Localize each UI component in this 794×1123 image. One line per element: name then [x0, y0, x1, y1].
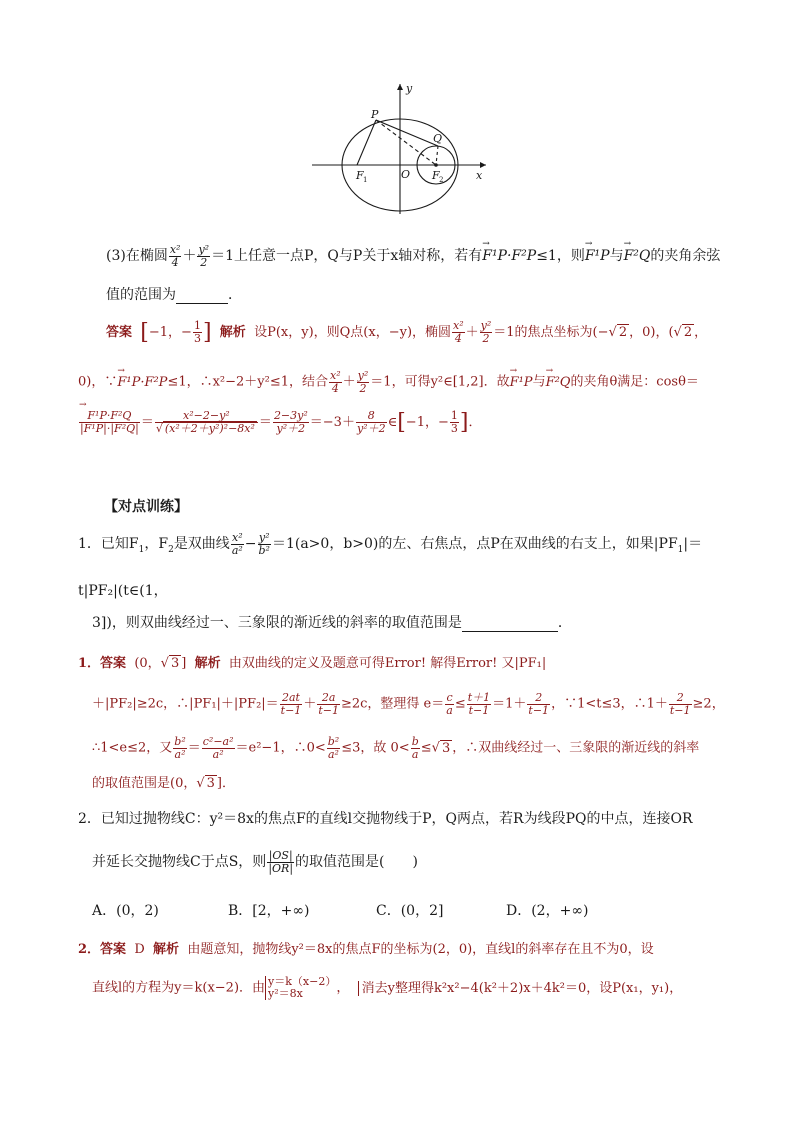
sqrt: 3 — [206, 776, 215, 791]
text: ＝1，可得y²∈[1,2]．故 — [370, 374, 510, 390]
den: y²＋2 — [356, 422, 386, 435]
bracket: [ — [397, 410, 406, 435]
q2-line2 — [92, 850, 418, 874]
option-c[interactable]: C．(0，2] — [376, 903, 444, 919]
text: ，∵1<t≤3，∴1＋ — [551, 696, 668, 712]
num: 2 — [527, 692, 550, 705]
analysis-label: 解析 — [219, 325, 246, 340]
analysis-label: 解析 — [153, 942, 180, 957]
label-q: Q — [433, 132, 443, 145]
den: 4 — [454, 332, 462, 345]
q1-line1: 1．已知$F_1$，$F_2$是双曲线 $\frac{\text{x²}}{\text{a²}}$ − $\frac{\text{y²}}{\text{b²}}$ ＝1(a>0，b>0)的左、右焦点，点P在双曲线的右支上，如果$|PF_1|=$ — [78, 531, 703, 557]
text: 直线l的方程为y＝k(x−2)．由 — [92, 980, 266, 996]
fraction-2-t — [669, 692, 692, 716]
answer-blank — [462, 615, 558, 632]
text: 的取值范围是( ) — [295, 854, 418, 871]
num: c²−a² — [202, 735, 234, 748]
den: a² — [231, 543, 243, 557]
text: ≥2， — [692, 696, 725, 712]
sys-eq2: y²＝8x — [268, 987, 303, 1001]
den: 3 — [450, 422, 458, 435]
answer-blank — [176, 287, 228, 304]
text: ＝1(a>0，b>0)的左、右焦点，点P在双曲线的右支上，如果|PF — [271, 536, 678, 553]
text: ＝1＋ — [492, 696, 527, 712]
equation-system — [265, 976, 336, 1000]
text: 由题意知，抛物线y²＝8x的焦点F的坐标为(2，0)，直线l的斜率存在且不为0，设 — [187, 942, 654, 957]
a2-line2 — [92, 976, 682, 1000]
a2-line1 — [78, 938, 654, 957]
text: 由双曲线的定义及题意可得Error! 解得Error! 又|PF₁| — [228, 656, 547, 671]
text: ≤1，∴x²−2＋y²≤1，结合 — [167, 374, 329, 390]
num: 1 — [450, 409, 458, 423]
label-f2: F — [432, 169, 440, 182]
text: ∴1<e≤2，又 — [92, 740, 173, 756]
text: ≤1，则 — [536, 248, 585, 265]
text: ＋ — [303, 696, 317, 712]
num: x² — [169, 243, 181, 256]
label-x: x — [476, 169, 483, 182]
fraction-y2-2 — [357, 370, 370, 394]
num: t＋1 — [467, 691, 491, 704]
fraction-expr2 — [273, 410, 309, 434]
answer-label: 答案 — [100, 656, 127, 671]
num: x²−2−y² — [155, 410, 258, 423]
text: 与 — [609, 248, 624, 265]
bracket: ] — [202, 320, 212, 345]
text: ] — [181, 656, 187, 671]
q2-line1: 2．已知过抛物线C：y²＝8x的焦点F的直线l交抛物线于P，Q两点，若R为线段PQ的中点，连接OR — [78, 811, 693, 827]
fraction-y2-2 — [197, 244, 210, 268]
fraction-os-or — [267, 850, 294, 874]
x-axis-arrow — [480, 162, 486, 168]
segment-qf2-dashed — [436, 146, 438, 165]
num: x² — [330, 369, 341, 382]
den: |OR| — [268, 861, 294, 875]
den: 4 — [171, 255, 179, 269]
den: √ (x²＋2＋y²)²−8x² — [155, 422, 255, 435]
text: ． — [468, 415, 482, 430]
den: t−1 — [318, 703, 339, 717]
label-o: O — [401, 168, 411, 181]
text: ，F — [144, 536, 169, 553]
fraction-cos — [79, 410, 140, 434]
num: b² — [327, 735, 340, 748]
den: t−1 — [468, 703, 490, 717]
num: 2at — [280, 692, 303, 705]
text: ． — [557, 615, 572, 631]
q1-line3 — [92, 612, 572, 632]
sys-eq1: y＝k（x−2） — [268, 975, 337, 988]
den: b² — [258, 543, 270, 557]
fraction-b2-a2 — [327, 736, 340, 760]
fraction-2-t — [527, 692, 550, 716]
text: ， — [336, 980, 350, 996]
fraction-y2-2 — [480, 320, 493, 344]
a1-line3: ∴1<e≤2，又 $\frac{\text{b²}}{\text{a²}}$ ＝ $\frac{\text{c²−a²}}{\text{a²}}$ ＝e²−1，∴0< $\frac{\text{b²}}{\text{a²}}$ ≤3，故 0< $\frac{b}{a}$ ≤√ 3 ，∴双曲线经过一、三象限的渐近线的斜率 — [92, 735, 700, 761]
num: |OS| — [268, 849, 293, 862]
den: a² — [212, 747, 224, 761]
problem3-line2 — [106, 284, 242, 304]
option-a[interactable]: A．(0，2) — [92, 903, 159, 919]
text: 3])，则双曲线经过一、三象限的渐近线的斜率的取值范围是 — [92, 615, 462, 631]
answer-number: 2． — [78, 942, 101, 957]
num: y² — [480, 319, 492, 333]
focus-f2-dot — [434, 163, 438, 167]
den: a² — [328, 747, 339, 761]
text: ≤ — [420, 740, 432, 756]
fraction-2at — [280, 692, 303, 716]
fraction-x2-4 — [452, 320, 465, 344]
vector-f1p: → F¹P — [510, 375, 533, 390]
text: 上任意一点P，Q与P关于x轴对称，若有 — [234, 248, 483, 265]
den: 4 — [331, 381, 339, 395]
vector-f2q: → F²Q — [624, 248, 651, 264]
fraction-b-a — [411, 736, 420, 760]
text: ＝ — [187, 740, 201, 756]
problem3-line1: (3)在椭圆 $\frac{\text{x²}}{4}$ ＋ $\frac{\text{y²}}{2}$ ＝1上任意一点P，Q与P关于x轴对称，若有→ F¹P·F²P≤1，则→ F¹P与→ F²Q的夹角余弦 — [106, 244, 720, 268]
text: ＋|PF₂|≥2c，∴|PF₁|＋|PF₂|＝ — [92, 696, 279, 712]
bracket: [ — [140, 320, 149, 345]
text: ∈ — [387, 415, 398, 430]
y-axis-arrow — [397, 84, 403, 90]
a1-line1: 1．答案 (0，√ 3 ] 解析 由双曲线的定义及题意可得Error! 解得Error! 又|PF₁| — [78, 656, 547, 671]
vector-dot: → F¹P·F²P — [482, 248, 536, 264]
text: −1，− — [148, 325, 192, 340]
sqrt: 2 — [683, 325, 693, 340]
vector-f2q: → F²Q — [546, 375, 571, 390]
ellipse-figure — [300, 78, 500, 218]
analysis-label: 解析 — [194, 656, 221, 671]
option-b[interactable]: B．[2，+∞) — [228, 903, 310, 919]
segment-pf2-dashed — [376, 120, 436, 165]
text: −1，− — [405, 415, 449, 430]
text: 0)，∵ — [78, 374, 118, 390]
num: y² — [198, 243, 210, 256]
vector-f1p: → F¹P — [585, 248, 610, 264]
text: ＝−3＋ — [309, 415, 355, 430]
label-y: y — [406, 82, 413, 95]
den: y²＋2 — [276, 422, 306, 435]
den: 2 — [482, 332, 490, 345]
fraction-b2-a2 — [173, 736, 186, 760]
problem-number: (3) — [106, 248, 126, 265]
label-f2-sub: 2 — [439, 176, 444, 184]
text: ，∴双曲线经过一、三象限的渐近线的斜率 — [452, 740, 700, 756]
num: → F¹P·F²Q — [79, 410, 140, 423]
answer3-line2: 0)，∵→ F¹P·F²P≤1，∴x²−2＋y²≤1，结合 $\frac{\text{x²}}{4}$ ＋ $\frac{\text{y²}}{2}$ ＝1，可得y²∈[1,2]．故→ F¹P与→ F²Q的夹角θ满足：cosθ＝ — [78, 370, 699, 394]
fraction-x2-4 — [169, 244, 182, 268]
bracket: ] — [459, 410, 469, 435]
text: 值的范围为 — [106, 287, 176, 303]
num: y² — [258, 531, 270, 544]
label-f1: F — [356, 169, 364, 182]
text: 在椭圆 — [125, 248, 168, 265]
text: ≥2c，整理得 e＝ — [340, 696, 445, 712]
answer3-line3 — [78, 410, 481, 435]
fraction-c-a — [445, 692, 454, 716]
answer-value: D — [134, 942, 145, 957]
text: 消去y整理得k²x²−4(k²＋2)x＋4k²＝0，设P(x₁，y₁)， — [358, 981, 683, 996]
fraction-expr — [155, 410, 258, 434]
vector-dot: → F¹P·F²P — [117, 375, 167, 390]
answer-label: 答案 — [106, 325, 133, 340]
segment-pq — [376, 120, 438, 146]
text: 是双曲线 — [173, 536, 230, 553]
num: 2−3y² — [273, 409, 308, 423]
text: ≤3，故 0< — [341, 740, 410, 756]
text: 的取值范围是(0， — [92, 776, 197, 791]
den: t−1 — [669, 703, 691, 717]
den: |F¹P|·|F²Q| — [80, 422, 139, 435]
text: (0， — [134, 656, 161, 671]
num: 2 — [669, 692, 692, 705]
option-d[interactable]: D．(2，+∞) — [506, 903, 589, 919]
den: t−1 — [280, 703, 302, 717]
fraction-y2-b2 — [258, 532, 271, 556]
text: 并延长交抛物线C于点S，则 — [92, 854, 267, 871]
den: 2 — [200, 255, 208, 269]
num: b² — [174, 735, 186, 748]
a1-line2 — [92, 692, 725, 716]
text: ，0)，( — [629, 325, 674, 340]
fraction-2a — [317, 692, 340, 716]
text: 设P(x，y)，则Q点(x，−y)，椭圆 — [254, 325, 452, 340]
text: 的夹角θ满足：cosθ＝ — [570, 374, 699, 390]
a1-line4: 的取值范围是(0，√ 3 ]． — [92, 776, 235, 791]
text: ＝ — [140, 415, 154, 430]
text: ＝ — [258, 415, 272, 430]
text: ＝e²−1，∴0< — [235, 740, 326, 756]
label-p: P — [371, 108, 379, 121]
text: ． — [228, 287, 242, 303]
num: 2a — [317, 692, 340, 705]
answer-number: 1． — [78, 656, 101, 671]
den: a — [446, 703, 453, 717]
answer-label: 答案 — [100, 942, 127, 957]
den: t−1 — [528, 703, 550, 717]
fraction-c2a2 — [202, 736, 235, 760]
text: ≤ — [454, 696, 466, 712]
text: 的夹角余弦 — [650, 248, 721, 265]
num: c — [446, 691, 453, 704]
den: 3 — [193, 332, 201, 345]
text: |＝ — [683, 536, 703, 553]
num: 8 — [356, 410, 387, 423]
sqrt: 3 — [441, 740, 451, 756]
fraction-1-3 — [450, 410, 459, 434]
den: 2 — [359, 381, 367, 395]
sqrt: 3 — [170, 656, 180, 671]
den: a — [411, 747, 419, 761]
text: 与 — [532, 374, 546, 390]
num: x² — [453, 319, 464, 333]
den: a² — [174, 747, 186, 761]
sqrt: (x²＋2＋y²)²−8x² — [164, 422, 255, 435]
num: x² — [231, 531, 243, 544]
fraction-expr3 — [356, 410, 387, 434]
num: b — [411, 735, 419, 748]
fraction-1-3 — [193, 320, 202, 344]
training-title: 【对点训练】 — [104, 499, 188, 515]
sqrt: 2 — [618, 325, 628, 340]
num: y² — [357, 369, 369, 382]
fraction-x2-a2 — [231, 532, 244, 556]
text: ＝1的焦点坐标为(− — [493, 325, 609, 340]
text: 1．已知F — [78, 536, 139, 553]
text: ]． — [216, 776, 235, 791]
num: 1 — [193, 319, 201, 333]
q1-line2: t|PF₂|(t∈(1， — [78, 583, 168, 599]
answer3-line1: 答案 [−1，− $\frac{1}{3}$ ] 解析 设P(x，y)，则Q点(x，−y)，椭圆 $\frac{\text{x²}}{4}$ ＋ $\frac{\text{y²}}{2}$ ＝1的焦点坐标为(−√ 2 ，0)，(√ 2 ， — [106, 319, 708, 345]
fraction-x2-4 — [329, 370, 342, 394]
fraction-t — [467, 692, 491, 716]
label-f1-sub: 1 — [363, 176, 368, 184]
